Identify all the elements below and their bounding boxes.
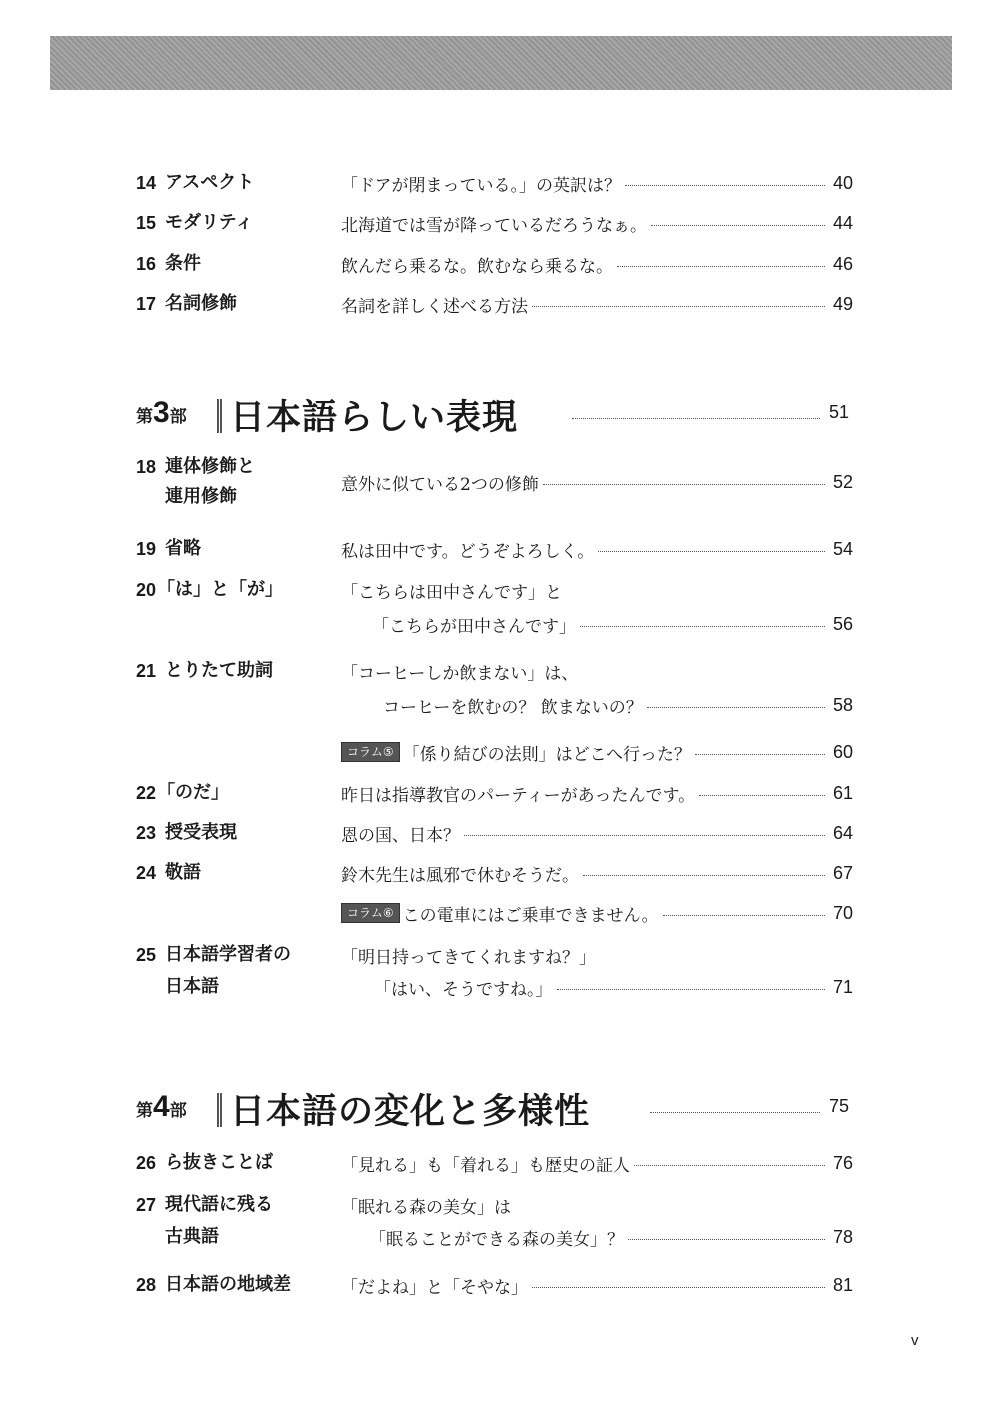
entry-text: 「こちらは田中さんです」と bbox=[341, 582, 562, 603]
entry-text: 「見れる」も「着れる」も歴史の証人 bbox=[341, 1155, 630, 1176]
part-divider bbox=[217, 1093, 222, 1127]
entry-page: 76 bbox=[832, 1152, 853, 1173]
entry-number: 23 bbox=[136, 823, 157, 843]
entry-topic-line-2: 連用修飾 bbox=[165, 486, 237, 507]
entry-number: 18 bbox=[136, 457, 157, 477]
entry-topic-line-1: 日本語学習者の bbox=[165, 944, 291, 965]
entry-topic: 「のだ」 bbox=[157, 782, 229, 803]
entry-line bbox=[372, 607, 853, 641]
column-line bbox=[341, 735, 853, 769]
entry-text: 名詞を詳しく述べる方法 bbox=[341, 296, 528, 317]
column-line bbox=[341, 896, 853, 930]
dot-leader bbox=[634, 1165, 825, 1166]
entry-number: 24 bbox=[136, 863, 157, 883]
entry-page: 81 bbox=[832, 1274, 853, 1295]
entry-line bbox=[383, 688, 853, 722]
dot-leader bbox=[532, 306, 825, 307]
entry-topic-line-2: 古典語 bbox=[165, 1226, 219, 1247]
toc-entry-28[interactable] bbox=[0, 1268, 1000, 1302]
dot-leader bbox=[598, 551, 825, 552]
entry-line bbox=[341, 465, 853, 499]
header-bar bbox=[50, 36, 952, 90]
toc-entry-20[interactable] bbox=[0, 573, 1000, 643]
entry-page: 58 bbox=[832, 694, 853, 715]
entry-number: 20 bbox=[136, 580, 157, 600]
dot-leader bbox=[625, 185, 825, 186]
toc-entry-23[interactable] bbox=[0, 816, 1000, 850]
entry-text: 北海道では雪が降っているだろうなぁ。 bbox=[341, 215, 647, 236]
entry-page: 49 bbox=[832, 293, 853, 314]
entry-line bbox=[374, 970, 853, 1004]
entry-line bbox=[341, 776, 853, 810]
entry-topic: 条件 bbox=[165, 253, 201, 274]
entry-line bbox=[341, 573, 853, 607]
entry-topic: 名詞修飾 bbox=[165, 293, 237, 314]
column-text: 「係り結びの法則」はどこへ行った？ bbox=[402, 744, 691, 765]
entry-line bbox=[341, 247, 853, 281]
column-page: 70 bbox=[832, 902, 853, 923]
entry-text: 「こちらが田中さんです」 bbox=[372, 616, 576, 637]
entry-line bbox=[341, 1146, 853, 1180]
dot-leader bbox=[557, 989, 825, 990]
dot-leader bbox=[695, 754, 825, 755]
entry-line bbox=[341, 856, 853, 890]
entry-line bbox=[341, 206, 853, 240]
part-page: 75 bbox=[829, 1096, 850, 1116]
entry-text: 意外に似ている2つの修飾 bbox=[341, 474, 539, 495]
part-divider bbox=[217, 399, 222, 433]
toc-entry-18[interactable] bbox=[0, 452, 1000, 516]
entry-page: 67 bbox=[832, 862, 853, 883]
entry-page: 44 bbox=[832, 212, 853, 233]
entry-topic: 省略 bbox=[165, 538, 201, 559]
entry-text: コーヒーを飲むの？ 飲まないの？ bbox=[383, 697, 643, 718]
entry-page: 61 bbox=[832, 782, 853, 803]
column-text: この電車にはご乗車できません。 bbox=[402, 905, 659, 926]
toc-entry-16[interactable] bbox=[0, 247, 1000, 281]
dot-leader bbox=[628, 1239, 825, 1240]
dot-leader bbox=[543, 484, 825, 485]
entry-page: 40 bbox=[832, 172, 853, 193]
entry-topic: とりたて助詞 bbox=[165, 660, 273, 681]
entry-topic: アスペクト bbox=[165, 172, 255, 193]
entry-topic-line-1: 現代語に残る bbox=[165, 1194, 273, 1215]
entry-number: 26 bbox=[136, 1153, 157, 1173]
toc-entry-15[interactable] bbox=[0, 206, 1000, 240]
entry-page: 78 bbox=[832, 1226, 853, 1247]
part-label: 第3部 bbox=[136, 396, 187, 429]
entry-text: 鈴木先生は風邪で休むそうだ。 bbox=[341, 865, 579, 886]
entry-text: 「コーヒーしか飲まない」は、 bbox=[341, 663, 579, 684]
toc-entry-19[interactable] bbox=[0, 532, 1000, 566]
entry-line bbox=[341, 654, 853, 688]
entry-text: 昨日は指導教官のパーティーがあったんです。 bbox=[341, 785, 696, 806]
entry-text: 恩の国、日本？ bbox=[341, 825, 460, 846]
entry-text: 飲んだら乗るな。飲むなら乗るな。 bbox=[341, 256, 613, 277]
entry-number: 25 bbox=[136, 945, 157, 965]
entry-number: 15 bbox=[136, 213, 157, 233]
column-page: 60 bbox=[832, 741, 853, 762]
entry-topic: 日本語の地域差 bbox=[165, 1274, 291, 1295]
toc-column-5[interactable] bbox=[0, 735, 1000, 769]
entry-topic-line-2: 日本語 bbox=[165, 976, 219, 997]
entry-topic: 授受表現 bbox=[165, 822, 237, 843]
dot-leader bbox=[583, 875, 825, 876]
dot-leader bbox=[617, 266, 825, 267]
column-badge: コラム⑥ bbox=[341, 903, 400, 923]
toc-column-6[interactable] bbox=[0, 896, 1000, 930]
part-title: 日本語らしい表現 bbox=[230, 398, 519, 438]
page-number: v bbox=[911, 1332, 919, 1349]
entry-topic: 敬語 bbox=[165, 862, 201, 883]
part-3-heading[interactable] bbox=[0, 390, 1000, 440]
toc-entry-22[interactable] bbox=[0, 776, 1000, 810]
part-label: 第4部 bbox=[136, 1090, 187, 1123]
entry-text: 「眠れる森の美女」は bbox=[341, 1197, 511, 1218]
part-page: 51 bbox=[829, 402, 850, 422]
entry-line bbox=[341, 166, 853, 200]
dot-leader bbox=[650, 1112, 820, 1113]
entry-number: 19 bbox=[136, 539, 157, 559]
dot-leader bbox=[464, 835, 825, 836]
dot-leader bbox=[532, 1287, 825, 1288]
entry-number: 16 bbox=[136, 254, 157, 274]
entry-text: 「明日持ってきてくれますね？」 bbox=[341, 947, 596, 968]
entry-page: 71 bbox=[832, 976, 853, 997]
entry-page: 64 bbox=[832, 822, 853, 843]
entry-line bbox=[341, 1188, 853, 1222]
entry-page: 52 bbox=[832, 471, 853, 492]
dot-leader bbox=[651, 225, 825, 226]
toc-entry-27[interactable] bbox=[0, 1188, 1000, 1254]
entry-topic: 「は」と「が」 bbox=[157, 579, 283, 600]
column-badge: コラム⑤ bbox=[341, 742, 400, 762]
part-title: 日本語の変化と多様性 bbox=[230, 1092, 591, 1132]
dot-leader bbox=[699, 795, 825, 796]
entry-number: 21 bbox=[136, 661, 157, 681]
entry-text: 「はい、そうですね。」 bbox=[374, 979, 553, 1000]
entry-page: 54 bbox=[832, 538, 853, 559]
toc-entry-21[interactable] bbox=[0, 654, 1000, 724]
entry-line bbox=[341, 1268, 853, 1302]
toc-entry-24[interactable] bbox=[0, 856, 1000, 890]
entry-page: 46 bbox=[832, 253, 853, 274]
entry-number: 17 bbox=[136, 294, 157, 314]
entry-number: 28 bbox=[136, 1275, 157, 1295]
part-4-heading[interactable] bbox=[0, 1084, 1000, 1134]
entry-number: 14 bbox=[136, 173, 157, 193]
entry-topic-line-1: 連体修飾と bbox=[165, 456, 255, 477]
toc-entry-26[interactable] bbox=[0, 1146, 1000, 1180]
entry-text: 「ドアが閉まっている。」の英訳は？ bbox=[341, 175, 621, 196]
entry-line bbox=[341, 938, 853, 972]
entry-page: 56 bbox=[832, 613, 853, 634]
entry-topic: モダリティ bbox=[165, 212, 254, 233]
toc-entry-14[interactable] bbox=[0, 166, 1000, 200]
entry-text: 私は田中です。どうぞよろしく。 bbox=[341, 541, 595, 562]
entry-line bbox=[341, 287, 853, 321]
entry-line bbox=[341, 816, 853, 850]
entry-line bbox=[369, 1220, 853, 1254]
dot-leader bbox=[580, 626, 825, 627]
dot-leader bbox=[647, 707, 825, 708]
toc-entry-25[interactable] bbox=[0, 938, 1000, 1004]
dot-leader bbox=[663, 915, 825, 916]
entry-number: 27 bbox=[136, 1195, 157, 1215]
dot-leader bbox=[572, 418, 820, 419]
entry-text: 「だよね」と「そやな」 bbox=[341, 1277, 528, 1298]
toc-entry-17[interactable] bbox=[0, 287, 1000, 321]
entry-number: 22 bbox=[136, 783, 157, 803]
entry-topic: ら抜きことば bbox=[165, 1152, 273, 1173]
entry-text: 「眠ることができる森の美女」？ bbox=[369, 1229, 624, 1250]
entry-line bbox=[341, 532, 853, 566]
